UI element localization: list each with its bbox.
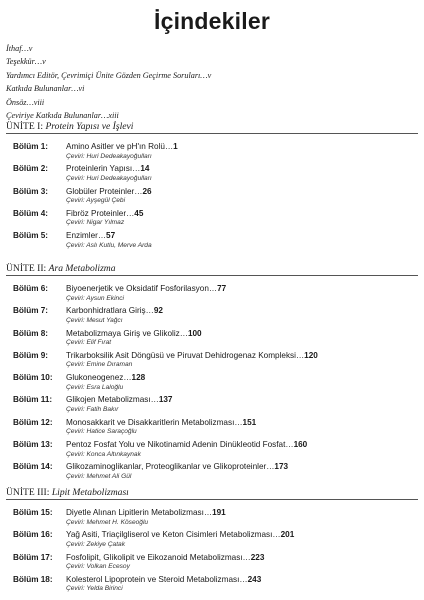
chapter-title-text: Karbonhidratlara Giriş… [66, 306, 154, 316]
unit-header [6, 487, 418, 500]
chapter-entry[interactable] [6, 575, 418, 597]
chapter-entry[interactable] [6, 231, 418, 253]
chapter-translator: Çeviri: Emine Dıraman [66, 361, 133, 369]
chapter-label: Bölüm 3: [13, 186, 49, 196]
chapter-title[interactable] [66, 395, 173, 404]
chapter-title[interactable] [66, 284, 226, 293]
chapter-entry[interactable] [6, 209, 418, 231]
chapter-label: Bölüm 8: [13, 328, 49, 338]
chapter-title-text: Diyetle Alınan Lipitlerin Metabolizması… [66, 508, 213, 517]
chapter-label: Bölüm 18: [13, 574, 53, 584]
chapter-list [6, 284, 418, 485]
chapter-translator: Çeviri: Zekiye Çatak [66, 540, 125, 548]
chapter-page: 57 [106, 231, 116, 241]
chapter-translator: Çeviri: Mehmet Ali Gül [66, 472, 132, 480]
chapter-label: Bölüm 2: [13, 164, 49, 174]
chapter-page: 100 [187, 328, 202, 338]
chapter-title[interactable] [66, 418, 256, 427]
chapter-entry[interactable] [6, 462, 418, 484]
chapter-label: Bölüm 11: [13, 395, 53, 405]
chapter-title-text: Glukoneogenez… [66, 373, 132, 383]
chapter-translator: Çeviri: Huri Dedeakayoğulları [66, 152, 152, 160]
chapter-label: Bölüm 1: [13, 142, 49, 151]
unit-title: Ara Metabolizma [48, 263, 116, 274]
chapter-translator: Çeviri: Volkan Ecesoy [66, 563, 130, 571]
chapter-translator: Çeviri: Ayşegül Çebi [66, 197, 126, 205]
chapter-title[interactable] [66, 553, 264, 562]
chapter-entry[interactable] [6, 530, 418, 552]
chapter-page: 243 [247, 574, 262, 584]
chapter-entry[interactable] [6, 351, 418, 373]
front-matter-item[interactable]: Önsöz…viii [6, 97, 45, 107]
chapter-entry[interactable] [6, 306, 418, 328]
chapter-entry[interactable] [6, 440, 418, 462]
chapter-translator: Çeviri: Konca Altınkaynak [66, 450, 141, 458]
unit-header [6, 121, 418, 134]
unit-header [6, 263, 418, 276]
chapter-entry[interactable] [6, 508, 418, 530]
chapter-list [6, 142, 418, 253]
chapter-title-text: Proteinlerin Yapısı… [66, 164, 141, 174]
chapter-title-text: Glikojen Metabolizması… [66, 395, 159, 405]
front-matter-item[interactable]: Teşekkür…v [6, 57, 46, 67]
chapter-title-text: Biyoenerjetik ve Oksidatif Fosforilasyon… [66, 284, 218, 293]
chapter-title-text: Monosakkarit ve Disakkaritlerin Metabolizması… [66, 417, 243, 427]
front-matter-item[interactable]: Katkıda Bulunanlar…vi [6, 84, 85, 94]
chapter-title-text: Yağ Asiti, Triaçilgliserol ve Keton Cisimleri Metabolizması… [66, 530, 281, 540]
chapter-entry[interactable] [6, 164, 418, 186]
chapter-label: Bölüm 12: [13, 417, 53, 427]
chapter-title-text: Metabolizmaya Giriş ve Glikoliz… [66, 328, 188, 338]
chapter-translator: Çeviri: Elif Fırat [66, 339, 112, 347]
chapter-page: 1 [173, 142, 178, 151]
chapter-title-text: Pentoz Fosfat Yolu ve Nikotinamid Adenin Dinükleotid Fosfat… [66, 440, 294, 450]
chapter-entry[interactable] [6, 329, 418, 351]
chapter-label: Bölüm 6: [13, 284, 49, 293]
front-matter-list [6, 42, 416, 122]
chapter-title[interactable] [66, 440, 307, 449]
chapter-page: 160 [293, 440, 308, 450]
chapter-translator: Çeviri: Yelda Birinci [66, 585, 123, 593]
chapter-page: 151 [242, 417, 257, 427]
chapter-title[interactable] [66, 231, 115, 240]
chapter-label: Bölüm 7: [13, 306, 49, 316]
front-matter-item[interactable]: İthaf…v [6, 44, 33, 53]
chapter-title[interactable] [66, 209, 143, 218]
chapter-label: Bölüm 13: [13, 440, 53, 450]
chapter-translator: Çeviri: Mehmet H. Köseoğlu [66, 518, 149, 526]
chapter-entry[interactable] [6, 142, 418, 164]
chapter-title[interactable] [66, 462, 288, 471]
chapter-title[interactable] [66, 351, 318, 360]
chapter-title[interactable] [66, 306, 163, 315]
chapter-translator: Çeviri: Esra Laloğlu [66, 383, 124, 391]
chapter-translator: Çeviri: Fatih Bakır [66, 405, 119, 413]
front-matter-item[interactable]: Çeviriye Katkıda Bulunanlar…xiii [6, 111, 119, 121]
chapter-title[interactable] [66, 187, 152, 196]
chapter-label: Bölüm 16: [13, 530, 53, 540]
chapter-list [6, 508, 418, 597]
chapter-page: 191 [212, 508, 226, 517]
chapter-page: 223 [250, 552, 265, 562]
chapter-label: Bölüm 14: [13, 462, 53, 472]
chapter-title[interactable] [66, 575, 261, 584]
unit-title: Protein Yapısı ve İşlevi [45, 121, 134, 132]
chapter-title-text: Fosfolipit, Glikolipit ve Eikozanoid Metabolizması… [66, 552, 251, 562]
chapter-entry[interactable] [6, 553, 418, 575]
chapter-title-text: Amino Asitler ve pH'ın Rolü… [66, 142, 174, 151]
chapter-label: Bölüm 9: [13, 350, 49, 360]
chapter-title-text: Fibröz Proteinler… [66, 208, 135, 218]
chapter-page: 173 [274, 462, 289, 472]
chapter-title[interactable] [66, 508, 226, 517]
chapter-page: 45 [134, 208, 144, 218]
unit-title: Lipit Metabolizması [51, 487, 129, 498]
chapter-title-text: Trikarboksilik Asit Döngüsü ve Piruvat Dehidrogenaz Kompleksi… [66, 350, 305, 360]
chapter-title-text: Enzimler… [66, 231, 107, 241]
chapter-label: Bölüm 15: [13, 508, 53, 517]
chapter-title-text: Kolesterol Lipoprotein ve Steroid Metabolizması… [66, 574, 248, 584]
chapter-title[interactable] [66, 164, 149, 173]
chapter-label: Bölüm 5: [13, 231, 49, 241]
chapter-title[interactable] [66, 142, 178, 151]
chapter-title[interactable] [66, 530, 294, 539]
chapter-label: Bölüm 17: [13, 552, 53, 562]
chapter-translator: Çeviri: Aslı Kutlu, Merve Arda [66, 241, 152, 249]
chapter-label: Bölüm 4: [13, 208, 49, 218]
unit-number: ÜNİTE I: [6, 121, 44, 132]
chapter-title-text: Glikozaminoglikanlar, Proteoglikanlar ve Glikoproteinler… [66, 462, 275, 472]
chapter-translator: Çeviri: Huri Dedeakayoğulları [66, 174, 152, 182]
chapter-entry[interactable] [6, 418, 418, 440]
chapter-title[interactable] [66, 373, 145, 382]
front-matter-item[interactable]: Yardımcı Editör, Çevrimiçi Ünite Gözden Geçirme Soruları…v [6, 70, 212, 80]
chapter-page: 120 [304, 350, 318, 360]
chapter-translator: Çeviri: Mesut Yağcı [66, 316, 123, 324]
chapter-translator: Çeviri: Nigar Yılmaz [66, 219, 125, 227]
chapter-page: 77 [217, 284, 227, 293]
chapter-page: 128 [131, 373, 146, 383]
chapter-entry[interactable] [6, 187, 418, 209]
chapter-entry[interactable] [6, 284, 418, 306]
chapter-page: 26 [142, 186, 152, 196]
chapter-entry[interactable] [6, 395, 418, 417]
chapter-translator: Çeviri: Hatice Saraçoğlu [66, 428, 137, 436]
unit-number: ÜNİTE III: [6, 487, 50, 498]
chapter-entry[interactable] [6, 373, 418, 395]
chapter-page: 137 [158, 395, 173, 405]
chapter-page: 14 [140, 164, 150, 174]
chapter-page: 201 [280, 530, 295, 540]
chapter-title[interactable] [66, 329, 202, 338]
chapter-page: 92 [153, 306, 163, 316]
page-title: İçindekiler [154, 8, 270, 34]
chapter-translator: Çeviri: Aysun Ekinci [66, 294, 124, 302]
unit-number: ÜNİTE II: [6, 263, 47, 274]
chapter-label: Bölüm 10: [13, 373, 53, 383]
chapter-title-text: Globüler Proteinler… [66, 186, 143, 196]
